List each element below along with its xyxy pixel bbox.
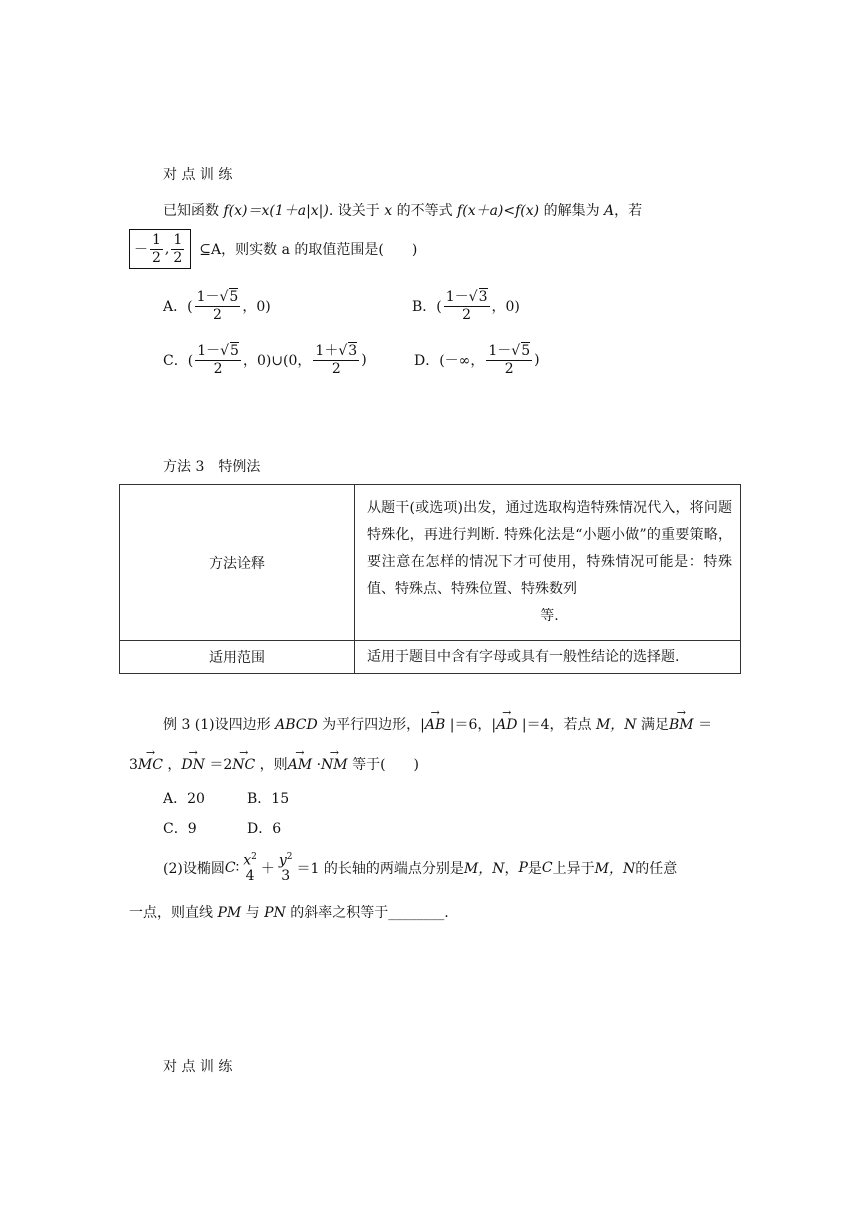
var-ABCD: ABCD xyxy=(275,717,318,733)
text: |＝6，| xyxy=(445,717,497,733)
question-1-line-1 xyxy=(163,200,642,220)
numerator: 1＋√3 xyxy=(315,343,358,360)
radicand: 5 xyxy=(230,343,239,360)
fraction-y2-over-3 xyxy=(277,852,295,885)
exponent: 2 xyxy=(251,851,257,862)
option-label: C．( xyxy=(163,353,194,369)
text: ) xyxy=(534,352,540,368)
fraction-x2-over-4 xyxy=(241,852,259,885)
numerator: 1－√5 xyxy=(488,343,531,360)
var-x: x xyxy=(243,852,252,869)
example-3-option-b: B．15 xyxy=(247,791,290,807)
var-A: A xyxy=(604,203,615,219)
fraction xyxy=(444,289,490,322)
radicand: 3 xyxy=(348,343,358,360)
table-row xyxy=(120,641,741,674)
var-PN: PN xyxy=(264,905,286,921)
minus-sign: － xyxy=(134,242,148,258)
text: · xyxy=(312,757,322,773)
radicand: 3 xyxy=(478,289,488,306)
denominator: 2 xyxy=(213,306,222,323)
text: ) xyxy=(361,352,367,368)
example-3-line-1 xyxy=(163,714,712,734)
row-label-scope: 适用范围 xyxy=(120,641,355,674)
vector-MC: → MC xyxy=(138,757,163,773)
option-c xyxy=(163,339,367,381)
exponent: 2 xyxy=(286,851,293,862)
fraction-one-half xyxy=(171,232,184,265)
text: 等于( ) xyxy=(347,757,420,773)
question-1-line-2 xyxy=(129,228,417,270)
row-content-scope: 适用于题目中含有字母或具有一般性结论的选择题. xyxy=(355,641,741,674)
var-y: y xyxy=(278,852,287,869)
text: ＝ xyxy=(693,717,713,733)
text: 是 xyxy=(527,861,542,877)
denominator: 2 xyxy=(173,249,183,266)
text: ，则 xyxy=(255,757,288,773)
text: 1－ xyxy=(196,289,220,306)
vector-AB: → AB xyxy=(425,717,445,733)
text: ＋ xyxy=(260,861,275,877)
numerator: 1－√3 xyxy=(445,289,488,306)
table-row xyxy=(120,485,741,641)
var-x: x xyxy=(384,203,393,219)
fraction xyxy=(195,289,241,322)
text: 的解集为 xyxy=(539,203,605,219)
radicand: 5 xyxy=(521,343,531,360)
option-a xyxy=(163,285,271,327)
function-definition: (x)＝x(1＋a|x|) xyxy=(228,203,329,219)
radicand: 5 xyxy=(229,289,239,306)
text: 1－ xyxy=(445,289,469,306)
text: 3 xyxy=(129,757,138,773)
numerator: 1 xyxy=(173,232,183,249)
section-heading-practice-2: 对 点 训 练 xyxy=(163,1059,233,1075)
fraction-one-half xyxy=(150,232,163,265)
denominator: 2 xyxy=(152,249,161,266)
text: 例 3 (1)设四边形 xyxy=(163,717,276,733)
text: ， xyxy=(504,861,519,877)
text: ， xyxy=(162,757,182,773)
denominator: 2 xyxy=(331,360,341,377)
text: ，0)∪(0， xyxy=(242,353,312,369)
option-label: A．( xyxy=(163,299,193,315)
method-3-title: 方法 3 特例法 xyxy=(163,459,261,475)
example-3-line-2 xyxy=(129,754,419,774)
vector-AD: → AD xyxy=(496,717,517,733)
var-f: f xyxy=(223,203,229,219)
denominator: 3 xyxy=(281,868,291,885)
vector-NC: → NC xyxy=(232,757,255,773)
row-label-explanation: 方法诠释 xyxy=(120,485,355,641)
vector-NM: → NM xyxy=(321,757,348,773)
text: 等. xyxy=(540,608,559,624)
text: 上异于 xyxy=(552,861,595,877)
example-3-part-2-line-1 xyxy=(163,846,677,890)
text: ＝2 xyxy=(204,757,233,773)
text: ，若 xyxy=(614,203,643,219)
denominator: 2 xyxy=(213,360,223,377)
text: ＝1 的长轴的两端点分别是 xyxy=(296,861,464,877)
numerator xyxy=(241,852,259,869)
text: 的不等式 xyxy=(392,203,458,219)
numerator: 1－√5 xyxy=(197,343,239,360)
text: ⊆A，则实数 a 的取值范围是( ) xyxy=(199,242,418,258)
closed-interval xyxy=(129,229,191,268)
text: 已知函数 xyxy=(163,203,224,219)
text: |＝4，若点 xyxy=(517,717,596,733)
text: ，0) xyxy=(242,299,271,315)
text: ，0) xyxy=(491,299,520,315)
text: 1－ xyxy=(488,343,512,360)
row-content-explanation xyxy=(355,485,741,641)
option-d xyxy=(414,339,540,381)
numerator: 1 xyxy=(152,232,161,249)
var-PM: PM xyxy=(217,905,242,921)
numerator xyxy=(277,852,295,869)
option-label: D．(－∞， xyxy=(414,353,485,369)
comma: , xyxy=(164,241,170,257)
var-MN: M，N xyxy=(595,717,637,733)
option-label: B．( xyxy=(412,299,442,315)
var-C: C xyxy=(224,860,236,876)
inequality: f(x＋a)<f(x) xyxy=(457,203,540,219)
vector-DN: → DN xyxy=(181,757,204,773)
text: 1－ xyxy=(197,343,221,360)
denominator: 2 xyxy=(462,306,472,323)
text: 的任意 xyxy=(635,861,678,877)
text: . 设关于 xyxy=(328,203,385,219)
section-heading-practice-1: 对 点 训 练 xyxy=(163,167,233,183)
fraction xyxy=(486,343,532,376)
example-3-option-d: D．6 xyxy=(247,821,282,837)
text: 与 xyxy=(241,905,265,921)
denominator: 4 xyxy=(245,868,255,885)
fraction xyxy=(195,343,241,376)
method-table xyxy=(119,484,741,674)
denominator: 2 xyxy=(504,360,514,377)
text: ∶ xyxy=(235,860,240,876)
text: (2)设椭圆 xyxy=(163,861,225,877)
numerator: 1－√5 xyxy=(196,289,239,306)
fraction xyxy=(313,343,359,376)
text: 为平行四边形，| xyxy=(317,717,425,733)
vector-AM: → AM xyxy=(288,757,312,773)
text: 从题干(或选项)出发，通过选取构造特殊情况代入，将问题特殊化，再进行判断. 特殊化法是“小题小做”的重要策略，要注意在怎样的情况下才可使用，特殊情况可能是：特殊值、特殊点、特殊位置、特殊数列 xyxy=(367,500,732,597)
example-3-part-2-line-2 xyxy=(129,902,449,922)
text: 一点，则直线 xyxy=(129,905,218,921)
var-MN: M，N xyxy=(463,861,505,877)
var-C: C xyxy=(541,860,553,876)
example-3-option-a: A．20 xyxy=(163,791,205,807)
text: 的斜率之积等于________. xyxy=(285,905,449,921)
text: 满足 xyxy=(636,717,669,733)
var-P: P xyxy=(518,860,528,876)
option-b xyxy=(412,285,520,327)
var-MN: M，N xyxy=(594,861,636,877)
example-3-option-c: C．9 xyxy=(163,821,197,837)
vector-BM: → BM xyxy=(669,717,694,733)
text: 1＋ xyxy=(315,343,339,360)
